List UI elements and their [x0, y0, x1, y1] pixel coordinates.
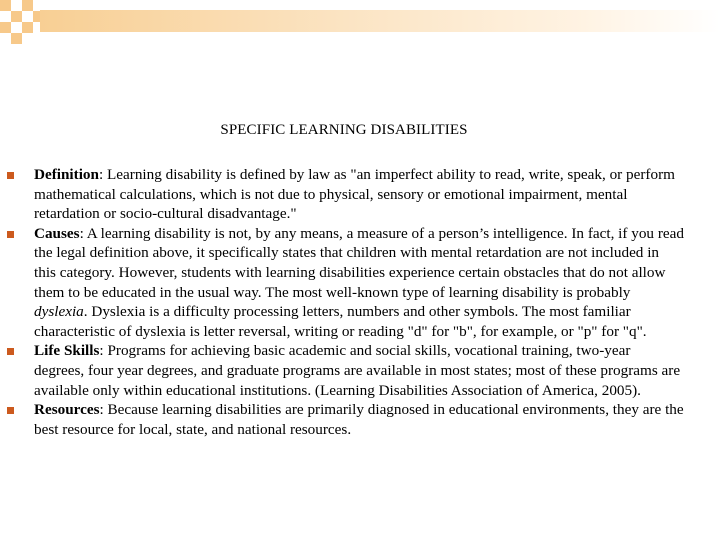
deco-square — [0, 22, 11, 33]
square-bullet-icon — [7, 172, 14, 179]
deco-square — [0, 0, 11, 11]
emphasis-text: dyslexia — [34, 303, 84, 321]
term-label: Life Skills — [34, 342, 100, 360]
item-text: : Learning disability is defined by law as "an imperfect ability to read, write, speak, or perform mathematical calculations, which is not due to physical, sensory or emotional impairment, mental retardation or socio-cultural disadvantage." — [34, 166, 675, 223]
item-text: : Because learning disabilities are primarily diagnosed in educational environments, they are the best resource for local, state, and national resources. — [34, 401, 684, 438]
list-item-causes — [34, 224, 684, 342]
item-text: : A learning disability is not, by any means, a measure of a person’s intelligence. In fact, if you read the legal definition above, it specifically states that children with mental retardation are not included in this category. However, students with learning disabilities experience certain obstacles that do not allow them to be educated in the usual way. The most well-known type of learning disability is probably — [34, 224, 684, 301]
deco-square — [11, 33, 22, 44]
term-label: Resources — [34, 401, 100, 419]
header-gradient-bar — [40, 10, 720, 32]
header-decoration — [0, 0, 720, 45]
square-bullet-icon — [7, 407, 14, 414]
list-item-definition — [34, 165, 684, 224]
list-item-resources — [34, 400, 684, 439]
term-label: Definition — [34, 166, 99, 183]
list-item-life-skills — [34, 341, 684, 400]
term-label: Causes — [34, 224, 80, 242]
item-text-after: . Dyslexia is a difficulty processing letters, numbers and other symbols. The most familiar characteristic of dyslexia is letter reversal, writing or reading "d" for "b", for example, or "p" for "q". — [34, 303, 647, 340]
deco-square — [11, 11, 22, 22]
bullet-list — [34, 165, 684, 439]
square-bullet-icon — [7, 231, 14, 238]
page-title: SPECIFIC LEARNING DISABILITIES — [220, 122, 468, 138]
deco-square — [22, 0, 33, 11]
square-bullet-icon — [7, 348, 14, 355]
item-text: : Programs for achieving basic academic and social skills, vocational training, two-year degrees, four year degrees, and graduate programs are available in most states; most of these programs are available only within educational institutions. (Learning Disabilities Association of America, 2005). — [34, 342, 681, 399]
deco-square — [22, 22, 33, 33]
